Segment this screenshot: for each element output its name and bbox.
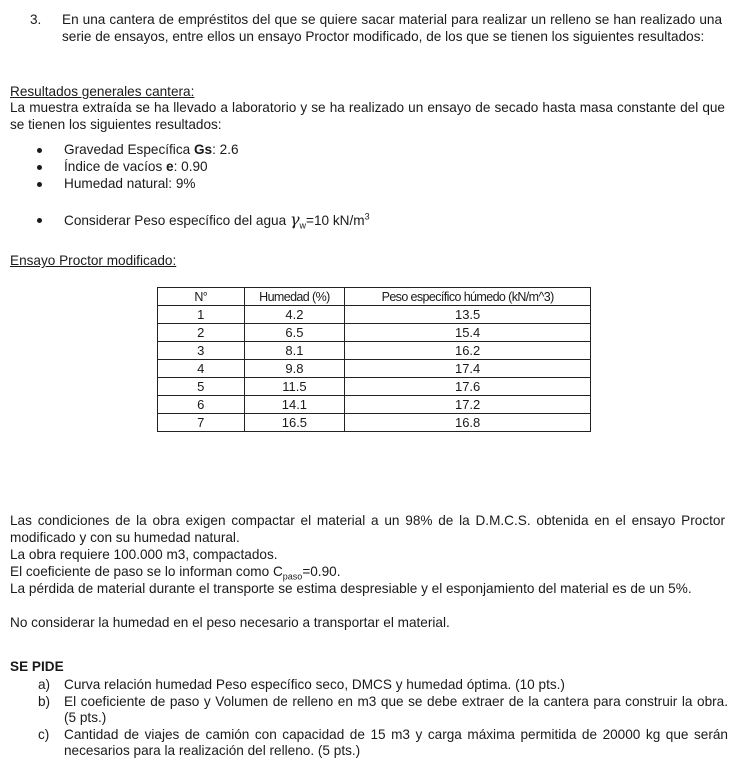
conditions-p3: El coeficiente de paso se lo informan como $C_{paso}=0.90$. bbox=[10, 564, 341, 582]
table-row: 4 9.8 17.4 bbox=[158, 360, 591, 378]
table-row: 3 8.1 16.2 bbox=[158, 342, 591, 360]
list-item: b) El coeficiente de paso y Volumen de relleno en m3 que se debe extraer de la cantera para construir la obra. (5 pts.) bbox=[38, 693, 728, 725]
bullet-icon bbox=[37, 148, 42, 153]
table-row: 5 11.5 17.6 bbox=[158, 378, 591, 396]
table-row: 2 6.5 15.4 bbox=[158, 324, 591, 342]
list-item: Índice de vacíos e: 0.90 bbox=[64, 159, 239, 176]
conditions-p5: No considerar la humedad en el peso necesario a transportar el material. bbox=[10, 615, 450, 630]
header-cell: N° bbox=[158, 288, 245, 306]
list-item: Humedad natural: 9% bbox=[64, 176, 239, 193]
question-number: 3. bbox=[30, 12, 42, 27]
table-header-row bbox=[158, 288, 591, 306]
list-item: c) Cantidad de viajes de camión con capacidad de 15 m3 y carga máxima permitida de 20000 kg que serán necesarios para la realización del relleno. (5 pts.) bbox=[38, 726, 728, 758]
cantera-title: Resultados generales cantera: bbox=[10, 84, 195, 99]
list-item: a) Curva relación humedad Peso específico seco, DMCS y humedad óptima. (10 pts.) bbox=[38, 677, 565, 692]
sepide-list bbox=[38, 677, 728, 760]
gamma-symbol: γ bbox=[289, 210, 300, 229]
proctor-title: Ensayo Proctor modificado: bbox=[10, 253, 177, 268]
proctor-table bbox=[157, 287, 591, 432]
table-row: 6 14.1 17.2 bbox=[158, 396, 591, 414]
header-cell: Peso específico húmedo (kN/m^3) bbox=[345, 288, 591, 306]
bullet-icon bbox=[37, 182, 42, 187]
cantera-text: La muestra extraída se ha llevado a laboratorio y se ha realizado un ensayo de secado hasta masa constante del que se tienen los siguientes resultados: bbox=[10, 100, 725, 132]
question-intro: En una cantera de empréstitos del que se quiere sacar material para realizar un relleno se han realizado una serie de ensayos, entre ellos un ensayo Proctor modificado, de los que se tienen los siguientes resultados: bbox=[62, 12, 722, 44]
bullet-icon bbox=[37, 165, 42, 170]
conditions-p1: Las condiciones de la obra exigen compactar el material a un 98% de la D.M.C.S. obtenida en el ensayo Proctor modificado y con su humedad natural. bbox=[10, 513, 725, 545]
water-weight-item: Considerar Peso específico del agua $\gamma_w=10$ $kN/m^3$ bbox=[64, 212, 370, 230]
header-cell: Humedad (%) bbox=[244, 288, 345, 306]
bullet-icon bbox=[37, 218, 42, 223]
table-row: 7 16.5 16.8 bbox=[158, 414, 591, 432]
conditions-p2: La obra requiere 100.000 m3, compactados. bbox=[10, 547, 278, 562]
table-row: 1 4.2 13.5 bbox=[158, 306, 591, 324]
sepide-title: SE PIDE bbox=[10, 659, 64, 674]
conditions-p4: La pérdida de material durante el transporte se estima despresiable y el esponjamiento del material es de un 5%. bbox=[10, 581, 692, 596]
cantera-list bbox=[64, 142, 239, 193]
list-item: Gravedad Específica Gs: 2.6 bbox=[64, 142, 239, 159]
